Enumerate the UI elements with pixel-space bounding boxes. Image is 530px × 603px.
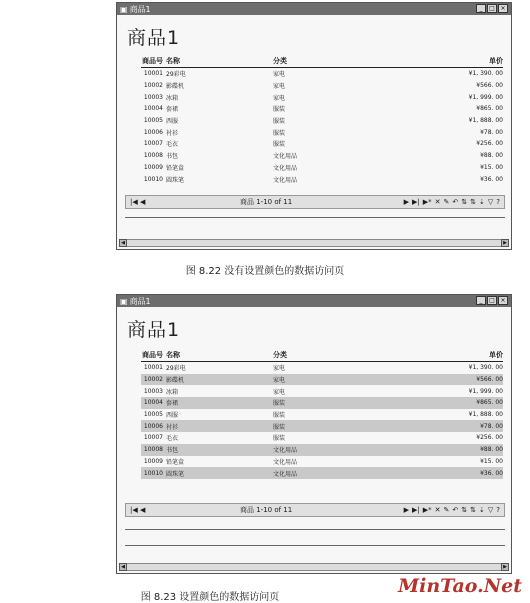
record-navigation-bar [125,503,505,517]
nav-button-icon[interactable]: ↶ [452,506,459,514]
table-row[interactable] [141,467,503,479]
table-row[interactable] [141,409,503,421]
nav-button-icon[interactable]: ? [496,506,500,514]
nav-button-icon[interactable]: ✎ [443,506,450,514]
previous-record-icon[interactable]: ◀ [140,198,146,206]
cell-name: 毛衣 [166,141,179,149]
record-navigation-bar [125,195,505,209]
table-row[interactable] [141,115,503,127]
cell-price: ¥256. 00 [476,434,503,442]
header-name: 名称 [166,351,180,359]
first-record-icon[interactable]: |◀ [130,198,138,206]
cell-category: 服装 [273,141,286,149]
table-header [141,57,503,68]
nav-button-icon[interactable]: ▶ [403,198,409,206]
cell-name: 衬衫 [166,129,179,137]
access-page-window-2 [116,294,512,574]
cell-price: ¥1, 999. 00 [468,387,503,395]
nav-button-icon[interactable]: ✕ [434,198,441,206]
close-button[interactable]: × [498,296,508,305]
cell-name: 圆珠笔 [166,470,185,478]
header-price: 单价 [489,57,503,65]
minimize-button[interactable]: _ [476,4,486,13]
horizontal-scrollbar[interactable] [119,239,509,247]
cell-name: 冰箱 [166,388,179,396]
nav-button-icon[interactable]: ▶* [422,506,432,514]
header-id: 商品号 [142,57,163,65]
cell-category: 文化用品 [273,164,298,172]
table-row[interactable] [141,162,503,174]
cell-category: 家电 [273,94,286,102]
cell-id: 10006 [143,128,163,136]
cell-category: 文化用品 [273,447,298,455]
cell-id: 10003 [143,387,163,395]
header-category: 分类 [273,57,287,65]
divider [125,217,505,218]
nav-button-icon[interactable]: ▶| [412,506,420,514]
cell-name: 铅笔盒 [166,164,185,172]
table-row[interactable] [141,173,503,185]
cell-price: ¥88. 00 [480,152,503,160]
cell-price: ¥865. 00 [476,105,503,113]
table-row[interactable] [141,385,503,397]
cell-id: 10009 [143,163,163,171]
cell-name: 衬衫 [166,423,179,431]
previous-record-icon[interactable]: ◀ [140,506,146,514]
cell-id: 10008 [143,152,163,160]
header-name: 名称 [166,57,180,65]
cell-name: 影碟机 [166,83,185,91]
scroll-right-icon[interactable]: ▶ [501,239,509,247]
table-row[interactable] [141,91,503,103]
window-title: 商品1 [129,4,151,14]
maximize-button[interactable]: □ [487,4,497,13]
nav-button-icon[interactable]: ⇣ [479,198,485,206]
cell-name: 铅笔盒 [166,458,185,466]
table-row[interactable] [141,374,503,386]
minimize-button[interactable]: _ [476,296,486,305]
cell-price: ¥36. 00 [480,175,503,183]
cell-name: 29彩电 [166,71,186,79]
cell-category: 家电 [273,377,286,385]
table-row[interactable] [141,420,503,432]
navigation-buttons [404,198,500,206]
cell-id: 10002 [143,82,163,90]
record-status: 商品 1-10 of 11 [240,198,293,206]
cell-price: ¥566. 00 [476,82,503,90]
window-titlebar[interactable] [117,295,511,307]
nav-button-icon[interactable]: ? [496,198,500,206]
cell-id: 10005 [143,117,163,125]
scroll-left-icon[interactable]: ◀ [119,563,127,571]
cell-category: 家电 [273,388,286,396]
cell-category: 服装 [273,412,286,420]
cell-price: ¥78. 00 [480,128,503,136]
navigation-buttons [404,506,500,514]
cell-name: 套裙 [166,106,179,114]
app-icon: ▣ [120,296,128,306]
table-row[interactable] [141,444,503,456]
cell-id: 10001 [143,364,163,372]
nav-button-icon[interactable]: ▽ [487,506,494,514]
scroll-left-icon[interactable]: ◀ [119,239,127,247]
cell-id: 10007 [143,140,163,148]
cell-name: 西服 [166,118,179,126]
products-table [141,57,503,185]
cell-name: 西服 [166,412,179,420]
cell-name: 毛衣 [166,435,179,443]
nav-button-icon[interactable]: ▶ [403,506,409,514]
nav-button-icon[interactable]: ⇣ [479,506,485,514]
table-row[interactable] [141,456,503,468]
cell-id: 10008 [143,446,163,454]
close-button[interactable]: × [498,4,508,13]
cell-price: ¥15. 00 [480,163,503,171]
cell-id: 10004 [143,399,163,407]
cell-price: ¥36. 00 [480,469,503,477]
cell-category: 家电 [273,71,286,79]
table-header [141,351,503,362]
cell-category: 服装 [273,423,286,431]
header-category: 分类 [273,351,287,359]
watermark-logo: MinTao.Net [398,575,522,597]
cell-price: ¥1, 390. 00 [468,70,503,78]
cell-category: 服装 [273,435,286,443]
cell-name: 影碟机 [166,377,185,385]
nav-button-icon[interactable]: ✎ [443,198,450,206]
page-title: 商品1 [127,27,181,49]
cell-name: 书包 [166,447,179,455]
nav-button-icon[interactable]: ⇅ [470,198,477,206]
cell-id: 10006 [143,422,163,430]
cell-id: 10009 [143,457,163,465]
cell-name: 29彩电 [166,365,186,373]
nav-button-icon[interactable]: ⇅ [461,198,468,206]
cell-id: 10002 [143,376,163,384]
divider [125,545,505,546]
cell-id: 10004 [143,105,163,113]
cell-id: 10007 [143,434,163,442]
page-title: 商品1 [127,319,181,341]
table-row[interactable] [141,432,503,444]
cell-category: 文化用品 [273,470,298,478]
table-row[interactable] [141,103,503,115]
cell-id: 10010 [143,469,163,477]
horizontal-scrollbar[interactable] [119,563,509,571]
cell-id: 10010 [143,175,163,183]
cell-category: 服装 [273,106,286,114]
cell-category: 家电 [273,365,286,373]
cell-id: 10001 [143,70,163,78]
cell-price: ¥1, 390. 00 [468,364,503,372]
nav-button-icon[interactable]: ✕ [434,506,441,514]
nav-button-icon[interactable]: ▽ [487,198,494,206]
table-row[interactable] [141,126,503,138]
divider [125,529,505,530]
table-row[interactable] [141,68,503,80]
cell-price: ¥256. 00 [476,140,503,148]
cell-category: 服装 [273,129,286,137]
cell-id: 10005 [143,411,163,419]
cell-price: ¥1, 888. 00 [468,117,503,125]
cell-category: 服装 [273,118,286,126]
table-row[interactable] [141,80,503,92]
figure-caption-1: 图 8.22 没有设置颜色的数据访问页 [185,266,345,277]
window-titlebar[interactable] [117,3,511,15]
record-status: 商品 1-10 of 11 [240,506,293,514]
cell-price: ¥1, 888. 00 [468,411,503,419]
cell-category: 文化用品 [273,458,298,466]
nav-button-icon[interactable]: ▶| [412,198,420,206]
table-row[interactable] [141,138,503,150]
nav-button-icon[interactable]: ⇅ [470,506,477,514]
cell-id: 10003 [143,93,163,101]
cell-category: 服装 [273,400,286,408]
table-body [141,68,503,185]
products-table [141,351,503,479]
cell-price: ¥15. 00 [480,457,503,465]
scroll-right-icon[interactable]: ▶ [501,563,509,571]
maximize-button[interactable]: □ [487,296,497,305]
cell-category: 文化用品 [273,153,298,161]
table-body [141,362,503,479]
cell-name: 书包 [166,153,179,161]
first-record-icon[interactable]: |◀ [130,506,138,514]
nav-button-icon[interactable]: ▶* [422,198,432,206]
cell-name: 套裙 [166,400,179,408]
cell-price: ¥865. 00 [476,399,503,407]
table-row[interactable] [141,150,503,162]
cell-price: ¥88. 00 [480,446,503,454]
cell-price: ¥78. 00 [480,422,503,430]
window-title: 商品1 [129,296,151,306]
nav-button-icon[interactable]: ↶ [452,198,459,206]
cell-category: 家电 [273,83,286,91]
table-row[interactable] [141,397,503,409]
table-row[interactable] [141,362,503,374]
header-id: 商品号 [142,351,163,359]
access-page-window-1 [116,2,512,250]
header-price: 单价 [489,351,503,359]
nav-button-icon[interactable]: ⇅ [461,506,468,514]
figure-caption-2: 图 8.23 设置颜色的数据访问页 [140,592,280,603]
cell-category: 文化用品 [273,176,298,184]
cell-name: 冰箱 [166,94,179,102]
cell-price: ¥1, 999. 00 [468,93,503,101]
app-icon: ▣ [120,4,128,14]
cell-price: ¥566. 00 [476,376,503,384]
cell-name: 圆珠笔 [166,176,185,184]
